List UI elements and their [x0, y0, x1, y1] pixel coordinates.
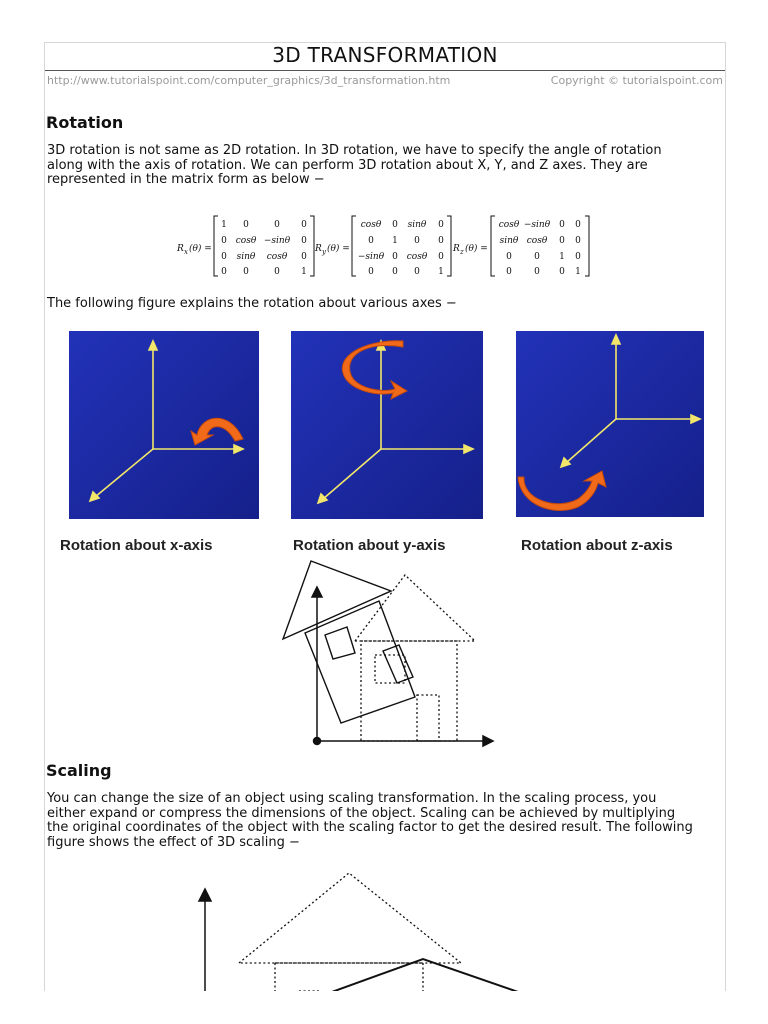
matrix-ry-label: R — [315, 244, 322, 254]
svg-text:−sinθ: −sinθ — [263, 236, 291, 246]
svg-text:0: 0 — [243, 220, 249, 230]
svg-text:0: 0 — [575, 220, 581, 230]
svg-text:cosθ: cosθ — [526, 236, 548, 246]
svg-text:1: 1 — [438, 267, 444, 277]
svg-text:0: 0 — [534, 252, 540, 262]
rotation-x-figure — [69, 331, 259, 519]
svg-text:cosθ: cosθ — [406, 252, 428, 262]
rotation-intro-line-3: represented in the matrix form as below − — [47, 172, 325, 187]
svg-text:0: 0 — [301, 236, 307, 246]
svg-text:0: 0 — [414, 267, 420, 277]
svg-text:0: 0 — [368, 267, 374, 277]
svg-text:0: 0 — [534, 267, 540, 277]
svg-text:0: 0 — [301, 252, 307, 262]
rotation-y-figure — [291, 331, 483, 519]
document-page — [44, 42, 726, 991]
rotation-matrices — [173, 213, 593, 279]
svg-text:0: 0 — [575, 236, 581, 246]
svg-text:cosθ: cosθ — [360, 220, 382, 230]
rotation-heading: Rotation — [46, 113, 124, 132]
svg-text:0: 0 — [301, 220, 307, 230]
scaling-figure — [179, 871, 609, 991]
svg-text:0: 0 — [438, 252, 444, 262]
title-divider — [45, 70, 725, 71]
svg-text:0: 0 — [392, 252, 398, 262]
matrix-rz-arg: (θ) = — [465, 244, 488, 254]
svg-text:1: 1 — [575, 267, 581, 277]
scaling-line-2: either expand or compress the dimensions of the object. Scaling can be achieved by multiplying — [47, 805, 676, 821]
svg-text:−sinθ: −sinθ — [357, 252, 385, 262]
svg-text:sinθ: sinθ — [499, 236, 519, 246]
rotation-z-figure — [516, 331, 704, 517]
page-title: 3D TRANSFORMATION — [272, 43, 498, 67]
svg-text:1: 1 — [392, 236, 398, 246]
rotation-intro — [47, 144, 726, 188]
matrix-rx — [176, 216, 314, 277]
svg-text:0: 0 — [438, 236, 444, 246]
scaling-line-1: You can change the size of an object using scaling transformation. In the scaling process, you — [47, 791, 657, 806]
svg-text:1: 1 — [221, 220, 227, 230]
svg-text:0: 0 — [243, 267, 249, 277]
matrix-rz-label: R — [453, 244, 460, 254]
source-url: http://www.tutorialspoint.com/computer_graphics/3d_transformation.htm — [47, 74, 451, 87]
svg-text:0: 0 — [438, 220, 444, 230]
svg-text:0: 0 — [368, 236, 374, 246]
house-rotation-figure — [271, 557, 503, 751]
svg-text:−sinθ: −sinθ — [523, 220, 551, 230]
svg-text:1: 1 — [559, 252, 565, 262]
caption-rotation-y: Rotation about y-axis — [293, 537, 446, 554]
svg-text:0: 0 — [414, 236, 420, 246]
matrix-ry-arg: (θ) = — [327, 244, 350, 254]
matrix-ry — [314, 216, 451, 277]
svg-text:0: 0 — [392, 220, 398, 230]
svg-text:sinθ: sinθ — [407, 220, 427, 230]
svg-text:cosθ: cosθ — [235, 236, 257, 246]
svg-text:0: 0 — [559, 220, 565, 230]
svg-text:0: 0 — [506, 252, 512, 262]
svg-text:0: 0 — [506, 267, 512, 277]
scaling-heading: Scaling — [46, 761, 112, 780]
svg-text:0: 0 — [221, 252, 227, 262]
matrix-rz — [452, 216, 589, 277]
matrix-ry-sub: y — [322, 248, 326, 256]
caption-rotation-x: Rotation about x-axis — [60, 537, 213, 554]
matrix-rx-label: R — [177, 244, 184, 254]
scaling-line-3: the original coordinates of the object with the scaling factor to get the desired result. The following — [47, 820, 693, 835]
svg-text:0: 0 — [575, 252, 581, 262]
svg-text:sinθ: sinθ — [236, 252, 256, 262]
matrix-rx-sub: x — [184, 248, 188, 256]
svg-text:cosθ: cosθ — [266, 252, 288, 262]
scaling-line-4: figure shows the effect of 3D scaling − — [47, 834, 300, 850]
matrix-rz-sub: z — [460, 248, 464, 256]
rotation-intro-line-2: along with the axis of rotation. We can perform 3D rotation about X, Y, and Z axes. They are — [47, 157, 648, 173]
svg-text:0: 0 — [559, 236, 565, 246]
svg-text:0: 0 — [274, 220, 280, 230]
svg-text:1: 1 — [301, 267, 307, 277]
copyright-notice: Copyright © tutorialspoint.com — [550, 74, 723, 87]
svg-text:0: 0 — [559, 267, 565, 277]
svg-text:0: 0 — [274, 267, 280, 277]
scaling-intro — [47, 792, 726, 850]
svg-text:0: 0 — [392, 267, 398, 277]
caption-rotation-z: Rotation about z-axis — [521, 537, 673, 554]
svg-text:0: 0 — [221, 267, 227, 277]
figure-intro: The following figure explains the rotation about various axes − — [47, 296, 457, 311]
svg-text:cosθ: cosθ — [498, 220, 520, 230]
rotation-intro-line-1: 3D rotation is not same as 2D rotation. In 3D rotation, we have to specify the angle of rotation — [47, 143, 662, 158]
matrix-rx-arg: (θ) = — [189, 244, 212, 254]
svg-text:0: 0 — [221, 236, 227, 246]
